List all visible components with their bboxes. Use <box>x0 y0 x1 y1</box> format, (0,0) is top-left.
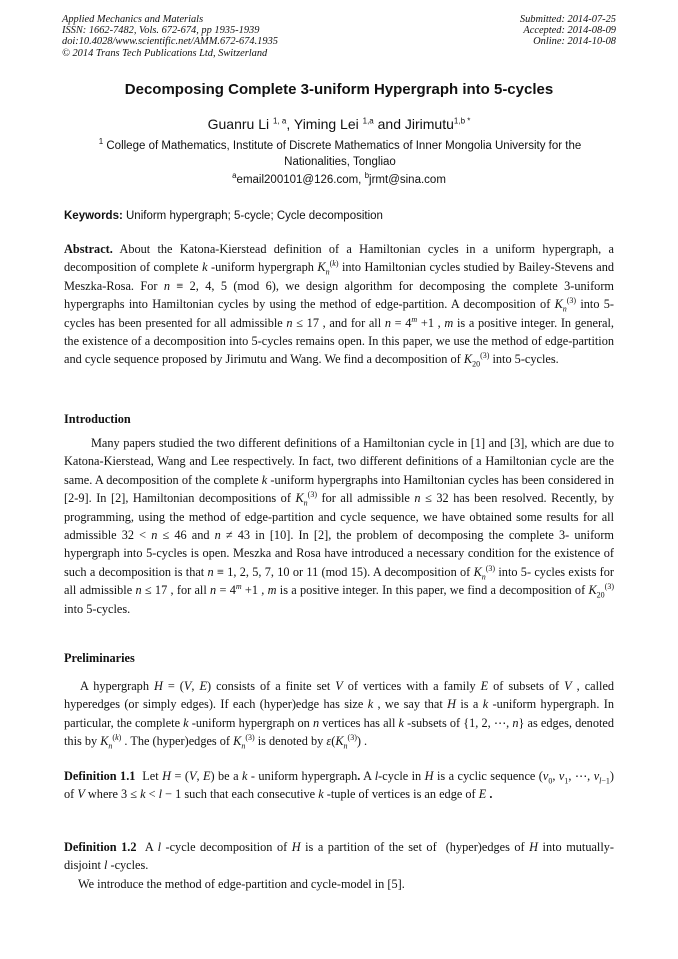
author-3-affil: 1,b * <box>453 116 471 126</box>
journal-issn: ISSN: 1662-7482, Vols. 672-674, pp 1935-1939 <box>62 25 260 37</box>
journal-info <box>62 14 278 59</box>
journal-doi: doi:10.4028/www.scientific.net/AMM.672-674.1935 <box>62 36 278 48</box>
keywords-text: Uniform hypergraph; 5-cycle; Cycle decomposition <box>126 210 383 222</box>
introduction-heading: Introduction <box>64 412 131 426</box>
journal-name: Applied Mechanics and Materials <box>62 14 204 25</box>
accepted-date: Accepted: 2014-08-09 <box>523 25 616 37</box>
preliminaries-text: A hypergraph H = (V, E) consists of a finite set V of vertices with a family E of subsets of V , called hyperedges (or simply edges). If each (hyper)edge has size k , we say that H is a k -uniform hypergraph. In particular, the complete k -uniform hypergraph on n vertices has all k -subsets of {1, 2, ⋯, n} as edges, denoted this by $K_n^{(k)}$ . The (hyper)edges of $K_n^{(3)}$ is denoted by $\varepsilon(K_n^{(3)})$ . <box>64 679 615 751</box>
author-1: Guanru Li <box>207 116 270 132</box>
definition-1-2-label: Definition 1.2 <box>64 840 137 854</box>
online-date: Online: 2014-10-08 <box>533 36 616 48</box>
journal-copyright: © 2014 Trans Tech Publications Ltd, Switzerland <box>62 47 268 59</box>
definition-1-2: Definition 1.2 A l -cycle decomposition of H is a partition of the set of (hyper)edges of H into mutually-disjoint l -cycles. We introduce the method of edge-partition and cycle-model in [5]. <box>64 840 615 891</box>
definition-1-1: Definition 1.1 Let H = (V, E) be a k - uniform hypergraph. A l-cycle in H is a cyclic sequence ($v_0$, $v_1$, ⋯, $v_{l-1}$) of V where 3 ≤ k < l − 1 such that each consecutive k -tuple of vertices is an edge of E . <box>64 769 615 802</box>
email-a: email200101@126.com, <box>236 174 362 186</box>
email-b-sup: b <box>364 171 370 181</box>
preliminaries-heading: Preliminaries <box>64 651 135 665</box>
abstract <box>64 240 614 369</box>
abstract-text: About the Katona-Kierstead definition of a Hamiltonian cycles in a uniform hypergraph, a decomposition of complete k -uniform hypergraph $K_n^{(k)}$ into Hamiltonian cycles studied by Bailey-Stevens and Meszka-Rosa. For n ≡ 2, 4, 5 (mod 6), we design algorithm for decomposing the complete 3-uniform hypergraphs into Hamiltonian cycles by using the method of edge-partition. A decomposition of $K_n^{(3)}$ into 5-cycles has been presented for all admissible n ≤ 17 , and for all $n = 4^m +1$ , m is a positive integer. In general, the existence of a decomposition into 5-cycles remains open. In this paper, we use the method of edge-partition and cycle sequence proposed by Jirimutu and Wang. We find a decomposition of $K_{20}^{(3)}$ into 5-cycles. <box>64 242 614 369</box>
author-1-affil: 1, a <box>273 116 287 126</box>
affiliation <box>70 138 610 170</box>
affiliation-text: College of Mathematics, Institute of Discrete Mathematics of Inner Mongolia University for the Nationalities, Tongliao <box>106 140 582 168</box>
email-a-sup: a <box>232 171 237 181</box>
affiliation-sup: 1 <box>98 137 104 147</box>
keywords <box>64 210 383 222</box>
submitted-date: Submitted: 2014-07-25 <box>519 14 616 25</box>
paper-title: Decomposing Complete 3-uniform Hypergraph into 5-cycles <box>124 81 554 98</box>
email-b: jrmt@sina.com <box>369 174 446 186</box>
author-list: Guanru Li $^{1, a}$, Yiming Lei $^{1,a}$ and Jirimutu$^{1,b *}$ <box>207 116 471 132</box>
keywords-label: Keywords: <box>64 210 123 222</box>
introduction-text: Many papers studied the two different definitions of a Hamiltonian cycle in [1] and [3], which are due to Katona-Kierstead, Wang and Lee respectively. In fact, two different definitions of a Hamiltonian cycle are the same. A decomposition of the complete k -uniform hypergraphs into Hamiltonian cycles has been considered in [2-9]. In [2], Hamiltonian decompositions of $K_n^{(3)}$ for all admissible n ≤ 32 has been resolved. Recently, by programming, using the method of edge-partition and cycle sequence, we have obtained some results for all admissible 32 < n ≤ 46 and n ≠ 43 in [10]. In [2], the problem of decomposing the complete 3- uniform hypergraph into 5-cycles is open. Meszka and Rosa have introduced a necessary condition for the existence of such a decomposition is that n ≡ 1, 2, 5, 7, 10 or 11 (mod 15). A decomposition of $K_n^{(3)}$ into 5- cycles exists for all admissible n ≤ 17 , for all $n = 4^m +1$ , m is a positive integer. In this paper, we find a decomposition of $K_{20}^{(3)}$ into 5-cycles. <box>64 436 614 616</box>
author-3: and Jirimutu <box>377 116 454 132</box>
author-emails <box>0 171 678 186</box>
submission-dates <box>520 14 616 48</box>
author-2: Yiming Lei <box>293 116 359 132</box>
definition-1-1-label: Definition 1.1 <box>64 769 136 783</box>
author-2-affil: 1,a <box>362 116 374 126</box>
abstract-label: Abstract. <box>64 242 113 256</box>
